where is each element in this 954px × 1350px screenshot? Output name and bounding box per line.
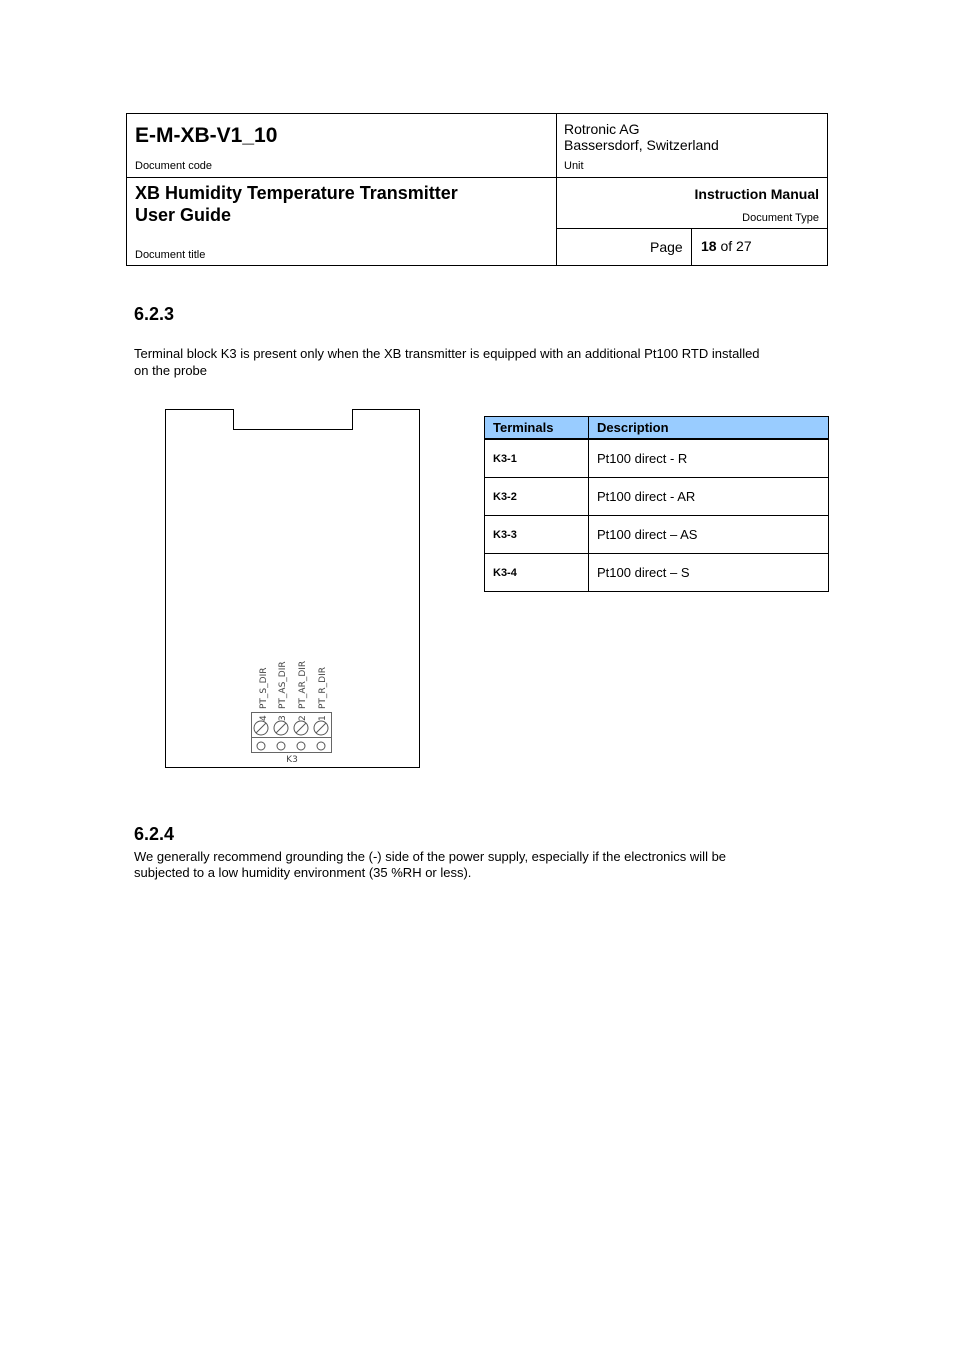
company-location: Bassersdorf, Switzerland: [564, 137, 719, 153]
section-623-text-line1: Terminal block K3 is present only when the XB transmitter is equipped with an additional Pt100 RTD installed: [134, 346, 760, 361]
terminal-cell: K3-3: [485, 516, 589, 554]
terminal-number-4: 4: [259, 715, 269, 721]
table-row: [485, 478, 829, 516]
terminal-block-diagram: [165, 409, 421, 769]
page-total: of 27: [720, 238, 752, 254]
company-info: [564, 121, 719, 153]
wire-hole-1: [317, 742, 325, 750]
company-name: Rotronic AG: [564, 121, 640, 137]
section-624-text: [134, 849, 726, 881]
wire-hole-3: [277, 742, 285, 750]
section-624-text-line2: subjected to a low humidity environment (35 %RH or less).: [134, 865, 472, 880]
terminal-number-1: 1: [318, 715, 328, 721]
description-cell: Pt100 direct – AS: [589, 516, 829, 554]
terminal-cell: K3-1: [485, 439, 589, 478]
terminal-label-1: PT_R_DIR: [318, 666, 328, 709]
description-cell: Pt100 direct – S: [589, 554, 829, 592]
header-divider: [556, 228, 828, 229]
wire-hole-4: [257, 742, 265, 750]
board-outline: [166, 410, 420, 768]
terminal-label-2: PT_AR_DIR: [298, 660, 308, 709]
terminals-table: [484, 416, 829, 592]
terminal-number-3: 3: [278, 715, 288, 721]
table-row: [485, 439, 829, 478]
section-623-text-line2: on the probe: [134, 363, 208, 378]
unit-caption: Unit: [564, 160, 584, 172]
document-type: Instruction Manual: [694, 186, 819, 202]
screw-3: [274, 721, 288, 735]
terminal-cell: K3-4: [485, 554, 589, 592]
header-divider: [691, 228, 692, 265]
screw-1: [314, 721, 328, 735]
table-header-terminals: Terminals: [485, 417, 589, 440]
page-current: 18: [701, 238, 717, 254]
header-divider: [127, 177, 556, 178]
page-label: Page: [650, 239, 683, 255]
section-heading-623: 6.2.3: [134, 304, 175, 324]
section-623-text: [134, 345, 760, 379]
wire-hole-2: [297, 742, 305, 750]
document-header: [126, 113, 828, 266]
document-title-line1: XB Humidity Temperature Transmitter: [135, 183, 458, 203]
document-code-caption: Document code: [135, 160, 213, 172]
screw-4: [254, 721, 268, 735]
document-code: E-M-XB-V1_10: [135, 124, 278, 147]
table-row: [485, 554, 829, 592]
screw-2: [294, 721, 308, 735]
header-divider: [556, 114, 557, 265]
document-title-line2: User Guide: [135, 205, 232, 225]
document-title-caption: Document title: [135, 249, 206, 261]
terminal-cell: K3-2: [485, 478, 589, 516]
document-title: [135, 182, 458, 226]
terminal-number-2: 2: [298, 715, 308, 721]
document-type-caption: Document Type: [742, 212, 819, 224]
header-divider: [556, 177, 828, 178]
section-624-text-line1: We generally recommend grounding the (-) side of the power supply, especially if the electronics will be: [134, 849, 727, 864]
table-header-description: Description: [589, 417, 829, 440]
description-cell: Pt100 direct - R: [589, 439, 829, 478]
terminal-block-label: K3: [286, 755, 298, 765]
page-number: [701, 238, 752, 254]
description-cell: Pt100 direct - AR: [589, 478, 829, 516]
section-heading-624: 6.2.4: [134, 824, 175, 844]
terminal-label-3: PT_AS_DIR: [278, 661, 288, 709]
terminal-label-4: PT_S_DIR: [259, 667, 269, 709]
table-header-row: [485, 417, 829, 440]
table-row: [485, 516, 829, 554]
